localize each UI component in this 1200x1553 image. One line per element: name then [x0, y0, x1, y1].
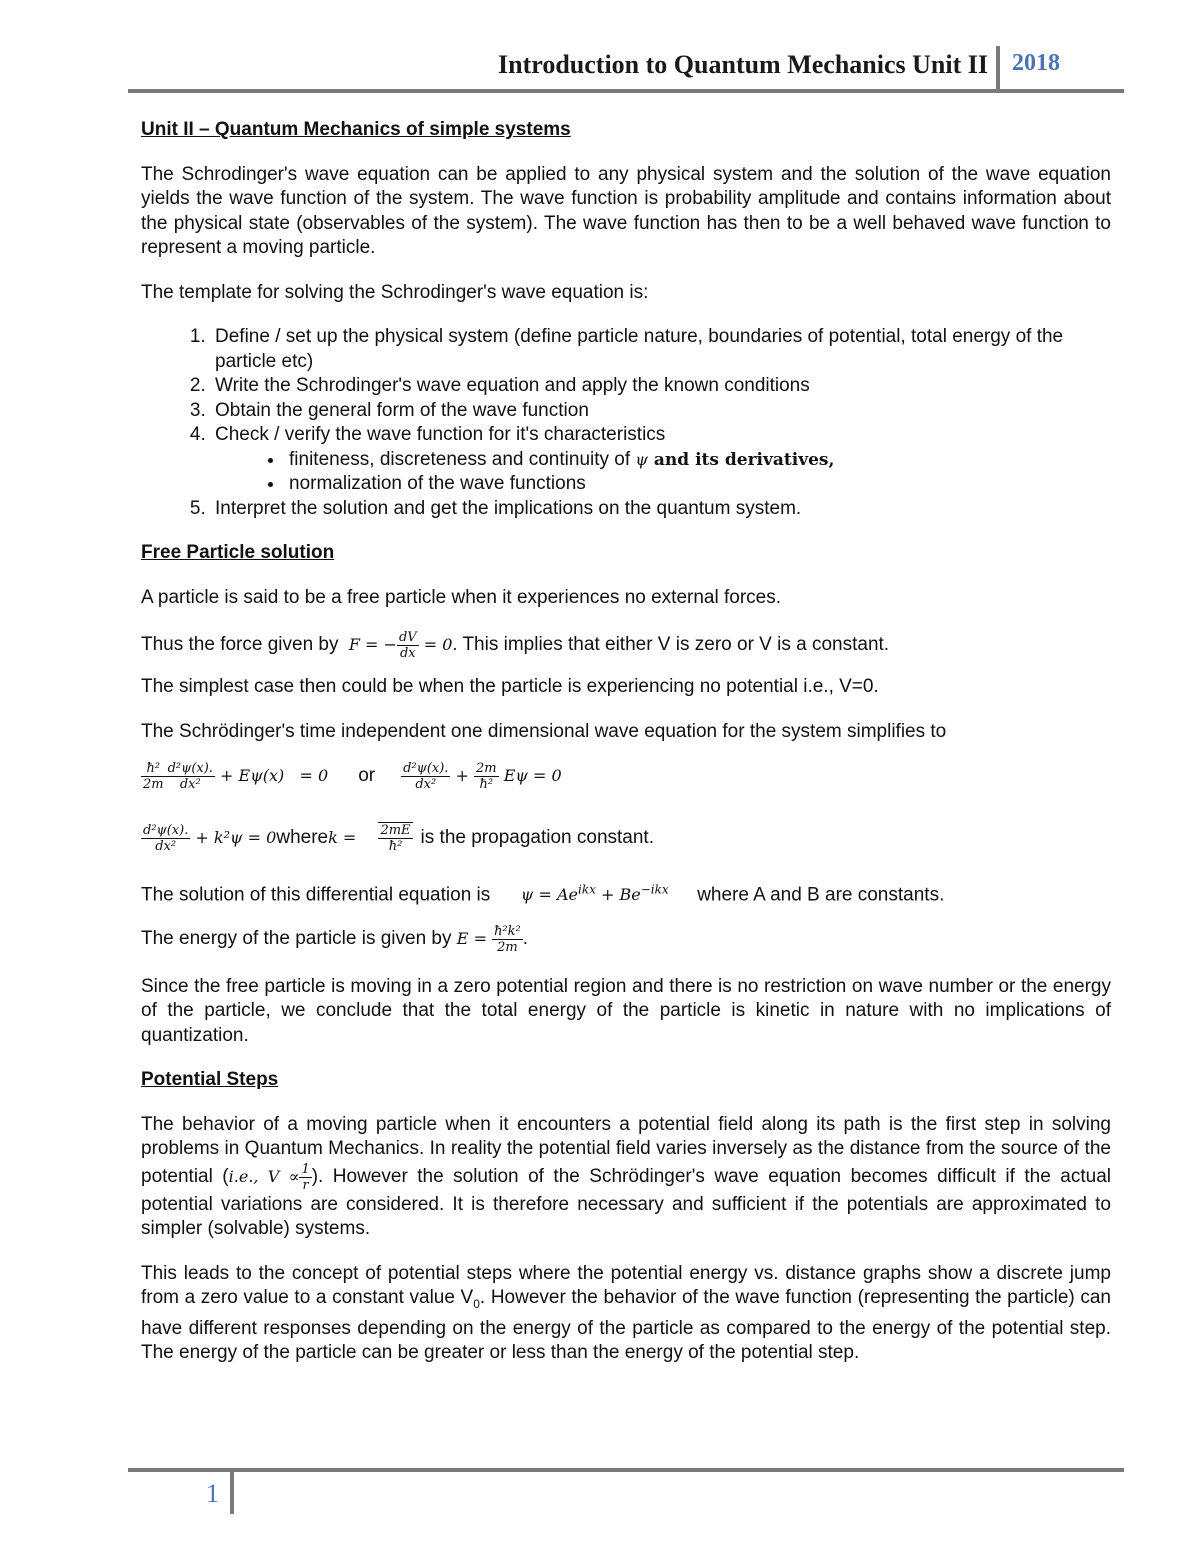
- schrodinger-equation: $\frac{\text{ħ²}}{2m}$ $\frac{\text{d²ψ(x).}}{\text{dx²}}$ + Eψ(x) = 0 or $\frac{\text{d²ψ(x).}}{\text{dx²}}$ + $\frac{2m}{\text{ħ²}}$ Eψ = 0: [143, 760, 562, 792]
- list-item: 3. Obtain the general form of the wave function: [211, 399, 1111, 424]
- force-sentence: Thus the force given by F = − $\frac{dV}{dx}$ = 0. This implies that either V is zero or V is a constant.: [141, 630, 890, 661]
- header-rule: [128, 89, 1124, 93]
- list-item: 2. Write the Schrodinger's wave equation and apply the known conditions: [211, 374, 1111, 399]
- energy-sentence: The energy of the particle is given by E = $\frac{\text{ħ²k²}}{2m}$ .: [141, 923, 529, 955]
- header-title: Introduction to Quantum Mechanics Unit II: [498, 50, 988, 79]
- page-heading: Unit II – Quantum Mechanics of simple systems: [141, 119, 571, 140]
- steps-list: [141, 325, 1111, 521]
- force-equation: F = − $\frac{dV}{dx}$ = 0.: [343, 630, 458, 661]
- document-body: [141, 118, 1111, 1386]
- list-item-label: Check / verify the wave function for it's characteristics: [215, 424, 666, 445]
- free-particle-p4: The Schrödinger's time independent one dimensional wave equation for the system simplifies to: [141, 720, 947, 742]
- template-intro: The template for solving the Schrodinger's wave equation is:: [141, 281, 649, 303]
- potential-steps-heading: Potential Steps: [141, 1069, 279, 1091]
- bullet-item: • normalization of the wave functions: [285, 472, 1111, 497]
- free-particle-p1: A particle is said to be a free particle when it experiences no external forces.: [141, 586, 782, 608]
- bullet-item: • finiteness, discreteness and continuity of ψ and its derivatives,: [285, 448, 1111, 473]
- footer-rule: [128, 1468, 1124, 1472]
- intro-paragraph: The Schrodinger's wave equation can be applied to any physical system and the solution of the wave equation yields the wave function of the system. The wave function is probability amplitude and contains information about the physical state (observables of the system). The wave function has then to be a well behaved wave function to represent a moving particle.: [141, 163, 1111, 258]
- footer-divider: [230, 1472, 234, 1514]
- propagation-equation: $\frac{\text{d²ψ(x).}}{\text{dx²}}$ + k²ψ = 0 where k = $\frac{2mE}{\text{ħ²}}$ is the propagation constant.: [143, 822, 654, 854]
- check-bullets: [215, 448, 1111, 497]
- potential-steps-p1: The behavior of a moving particle when it encounters a potential field along its path is the first step in solving problems in Quantum Mechanics. In reality the potential field varies inversely as the distance from the source of the potential (i.e., V ∝ $\frac{1}{r}$ ). However the solution of the Schrödinger's wave equation becomes difficult if the actual potential variations are considered. It is therefore necessary and sufficient if the potentials are approximated to simpler (solvable) systems.: [141, 1113, 1111, 1240]
- energy-equation: E = $\frac{\text{ħ²k²}}{2m}$: [456, 923, 521, 955]
- solution-equation: $\psi = Ae^{ikx} + Be^{-ikx}$: [520, 883, 669, 905]
- free-particle-conclusion: Since the free particle is moving in a zero potential region and there is no restriction on wave number or the energy of the particle, we conclude that the total energy of the particle is kinetic in nature with no implications of quantization.: [141, 975, 1111, 1046]
- free-particle-heading: Free Particle solution: [141, 542, 335, 563]
- list-item: 5. Interpret the solution and get the implications on the quantum system.: [211, 497, 1111, 522]
- header-year: 2018: [1012, 50, 1060, 76]
- inverse-proportion: i.e., V ∝ $\frac{1}{r}$: [228, 1161, 310, 1193]
- free-particle-p3: The simplest case then could be when the particle is experiencing no potential i.e., V=0.: [141, 676, 879, 697]
- header-divider: [996, 46, 1000, 92]
- potential-steps-p2: This leads to the concept of potential steps where the potential energy vs. distance graphs show a discrete jump from a zero value to a constant value $V_0$. However the behavior of the wave function (representing the particle) can have different responses depending on the energy of the particle as compared to the energy of the potential step. The energy of the particle can be greater or less than the energy of the potential step.: [141, 1262, 1112, 1364]
- list-item: 1. Define / set up the physical system (define particle nature, boundaries of potential, total energy of the particle etc): [211, 325, 1111, 374]
- list-item: [211, 423, 1111, 497]
- page-number: 1: [206, 1479, 219, 1508]
- solution-sentence: The solution of this differential equation is $\psi = Ae^{ikx} + Be^{-ikx}$ where A and B are constants.: [141, 883, 945, 906]
